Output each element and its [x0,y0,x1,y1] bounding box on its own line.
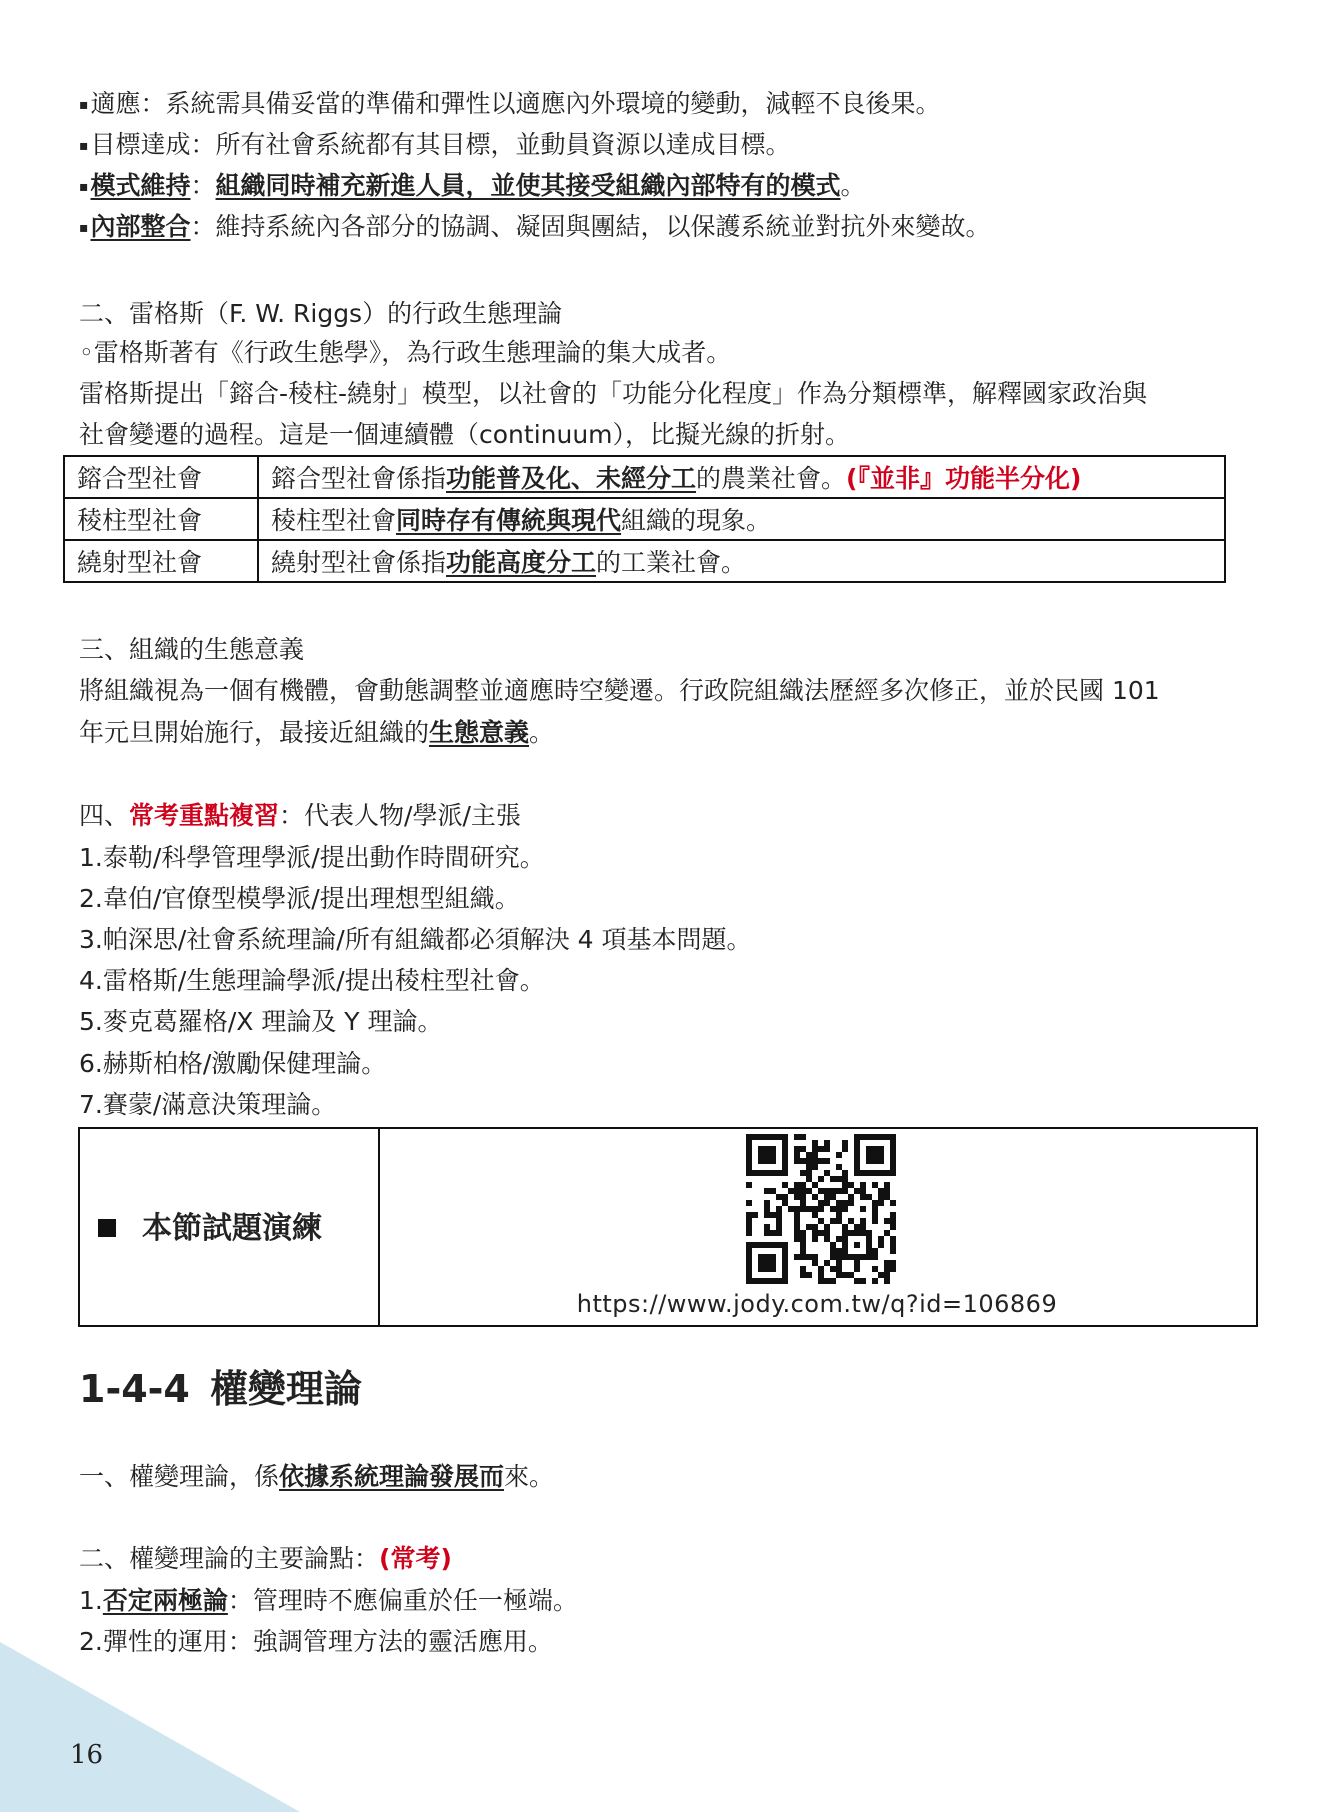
review-item: 2.韋伯/官僚型模學派/提出理想型組織。 [79,884,520,913]
pattern-label: 模式維持 [90,171,191,200]
pattern-text: 組織同時補充新進人員，並使其接受組織內部特有的模式 [215,171,841,200]
text: 來。 [504,1462,555,1491]
contingency-paragraph-1 [79,1459,554,1495]
review-item: 7.賽蒙/滿意決策理論。 [79,1090,337,1119]
integrate-label: 內部整合 [90,212,191,241]
table-row [64,456,1225,498]
riggs-heading: 二、雷格斯（F. W. Riggs）的行政生態理論 [79,299,563,328]
corner-decoration [0,1642,300,1812]
text: 年元旦開始施行，最接近組織的 [79,718,430,747]
table-value-cell [258,540,1225,582]
society-type-table [63,455,1226,583]
text: 。 [529,718,555,747]
cell-emphasis: 功能普及化、未經分工 [446,464,697,493]
review-item: 3.帕深思/社會系統理論/所有組織都必須解決 4 項基本問題。 [79,925,752,954]
colon: ： [190,130,216,159]
text: ：代表人物/學派/主張 [279,801,521,830]
period: 。 [840,171,866,200]
emphasis: (常考) [379,1544,452,1573]
adapt-line [79,86,941,123]
square-bullet-icon [98,1219,116,1237]
cell-text: 的工業社會。 [596,548,747,577]
qr-code-icon[interactable] [746,1134,896,1284]
colon: ： [190,171,216,200]
bullet-icon: ▪ [79,220,89,236]
riggs-paragraph-3: 社會變遷的過程。這是一個連續體（continuum），比擬光線的折射。 [79,420,851,449]
table-value-cell [258,456,1225,498]
cell-text: 繞射型社會係指 [271,548,447,577]
table-value-cell [258,498,1225,540]
cell-text: 稜柱型社會 [271,506,397,535]
practice-url-link[interactable]: https://www.jody.com.tw/q?id=106869 [576,1290,1058,1318]
goal-text: 所有社會系統都有其目標，並動員資源以達成目標。 [215,130,791,159]
section-title: 權變理論 [209,1367,362,1411]
table-key-cell: 稜柱型社會 [64,498,258,540]
colon: ： [190,212,216,241]
riggs-paragraph-1: ◦雷格斯著有《行政生態學》，為行政生態理論的集大成者。 [79,338,732,367]
text: 1. [79,1586,103,1615]
cell-text: 鎔合型社會係指 [271,464,447,493]
pattern-line [79,168,866,205]
integrate-line [79,209,991,246]
text: 一、權變理論，係 [79,1462,280,1491]
practice-label [96,1203,322,1247]
contingency-item-1 [79,1583,578,1619]
cell-text: 組織的現象。 [621,506,772,535]
cell-text: 的農業社會。 [696,464,847,493]
contingency-item-2: 2.彈性的運用：強調管理方法的靈活應用。 [79,1627,553,1656]
table-row [64,540,1225,582]
bullet-icon: ▪ [79,97,89,113]
review-item: 4.雷格斯/生態理論學派/提出稜柱型社會。 [79,966,545,995]
emphasis: 否定兩極論 [102,1586,228,1615]
text: 二、權變理論的主要論點： [79,1544,380,1573]
adapt-text: 系統需具備妥當的準備和彈性以適應內外環境的變動，減輕不良後果。 [165,89,941,118]
cell-emphasis: 同時存有傳統與現代 [396,506,622,535]
bullet-icon: ▪ [79,138,89,154]
cell-note: (『並非』功能半分化) [846,464,1082,493]
ecology-paragraph-2 [79,715,554,751]
contingency-heading [79,1541,452,1577]
section-heading [79,1358,362,1413]
integrate-text: 維持系統內各部分的協調、凝固與團結，以保護系統並對抗外來變故。 [215,212,991,241]
practice-box [78,1127,1258,1327]
bullet-icon: ▪ [79,179,89,195]
review-item: 5.麥克葛羅格/X 理論及 Y 理論。 [79,1007,443,1036]
page-number: 16 [70,1740,104,1770]
emphasis: 常考重點複習 [129,801,280,830]
ecology-heading: 三、組織的生態意義 [79,635,305,664]
emphasis: 依據系統理論發展而 [279,1462,505,1491]
table-key-cell: 鎔合型社會 [64,456,258,498]
adapt-label: 適應 [90,89,141,118]
colon: ： [140,89,166,118]
riggs-paragraph-2: 雷格斯提出「鎔合-稜柱-繞射」模型，以社會的「功能分化程度」作為分類標準，解釋國家政治與 [79,379,1148,408]
review-item: 6.赫斯柏格/激勵保健理論。 [79,1049,387,1078]
goal-line [79,127,791,164]
emphasis: 生態意義 [429,718,530,747]
text: 四、 [79,801,130,830]
practice-label-text: 本節試題演練 [142,1211,322,1246]
table-key-cell: 繞射型社會 [64,540,258,582]
table-row [64,498,1225,540]
section-number: 1-4-4 [79,1367,190,1411]
ecology-paragraph-1: 將組織視為一個有機體，會動態調整並適應時空變遷。行政院組織法歷經多次修正，並於民國 101 [79,676,1160,705]
goal-label: 目標達成 [90,130,191,159]
review-item: 1.泰勒/科學管理學派/提出動作時間研究。 [79,843,545,872]
cell-emphasis: 功能高度分工 [446,548,597,577]
text: ：管理時不應偏重於任一極端。 [227,1586,578,1615]
review-heading [79,798,521,834]
